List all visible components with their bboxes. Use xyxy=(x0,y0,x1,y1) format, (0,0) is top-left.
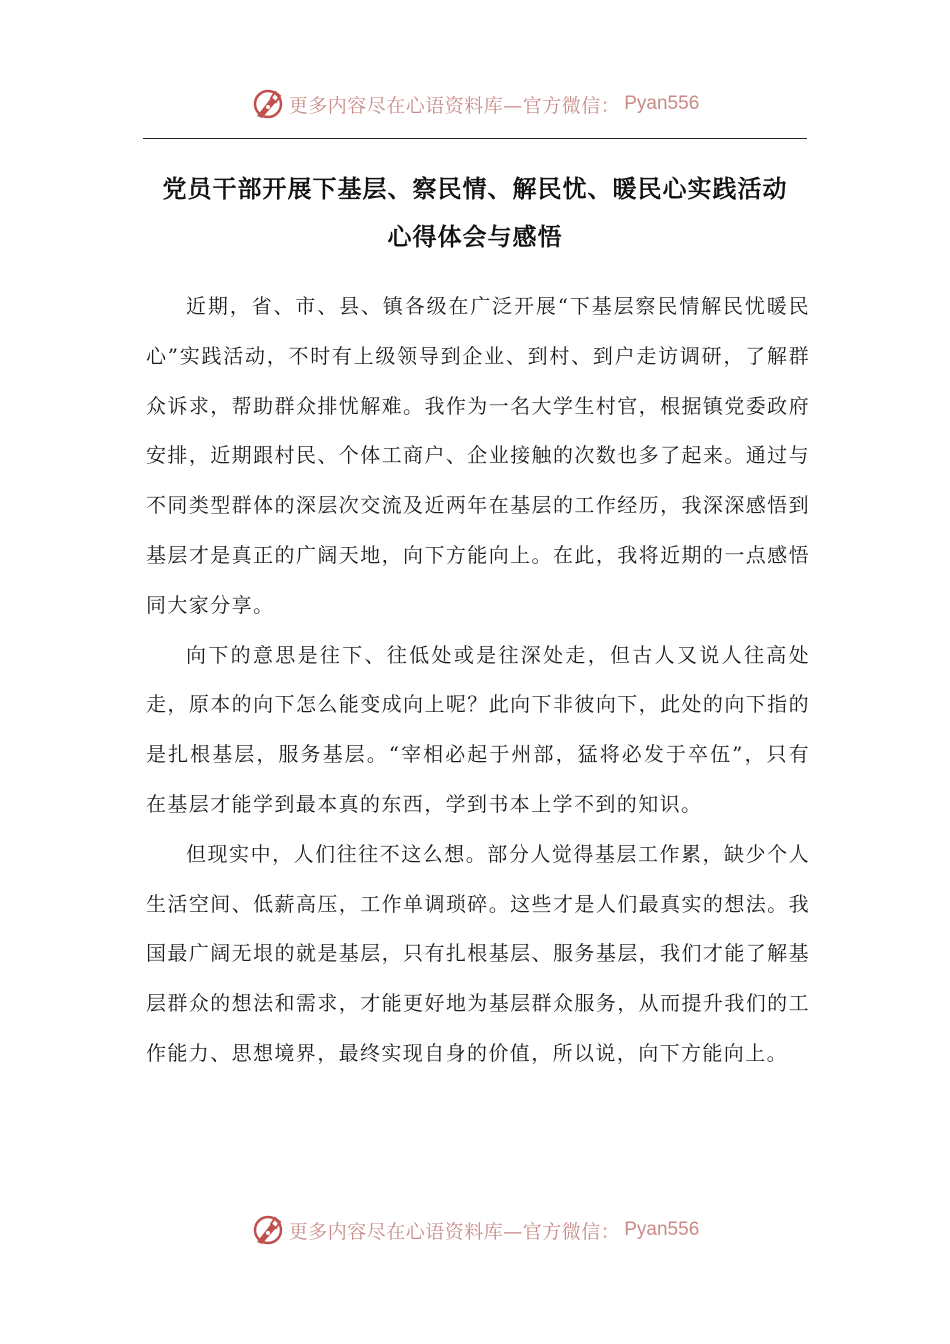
document-body xyxy=(146,282,810,1079)
pen-nib-logo-icon xyxy=(251,87,285,121)
title-line-1: 党员干部开展下基层、察民情、解民忧、暖民心实践活动 xyxy=(162,175,788,203)
footer-banner-text: 更多内容尽在心语资料库—官方微信： xyxy=(288,1220,621,1243)
paragraph-1: 近期，省、市、县、镇各级在广泛开展“下基层察民情解民忧暖民心”实践活动，不时有上级领导到企业、到村、到户走访调研，了解群众诉求，帮助群众排忧解难。我作为一名大学生村官，根据镇党委政府安排，近期跟村民、个体工商户、企业接触的次数也多了起来。通过与不同类型群体的深层次交流及近两年在基层的工作经历，我深深感悟到基层才是真正的广阔天地，向下方能向上。在此，我将近期的一点感悟同大家分享。 xyxy=(146,294,810,617)
paragraph-3: 但现实中，人们往往不这么想。部分人觉得基层工作累，缺少个人生活空间、低薪高压，工作单调琐碎。这些才是人们最真实的想法。我国最广阔无垠的就是基层，只有扎根基层、服务基层，我们才能了解基层群众的想法和需求，才能更好地为基层群众服务，从而提升我们的工作能力、思想境界，最终实现自身的价值，所以说，向下方能向上。 xyxy=(146,841,810,1065)
header-divider xyxy=(143,138,807,139)
header-banner xyxy=(0,84,950,124)
pen-nib-logo-icon xyxy=(251,1213,285,1247)
header-banner-contact: Pyan556 xyxy=(624,93,700,114)
footer-banner xyxy=(0,1210,950,1250)
title-line-2: 心得体会与感悟 xyxy=(387,223,563,251)
footer-banner-contact: Pyan556 xyxy=(624,1219,700,1240)
document-title xyxy=(100,165,850,261)
paragraph-2: 向下的意思是往下、往低处或是往深处走，但古人又说人往高处走，原本的向下怎么能变成向上呢？此向下非彼向下，此处的向下指的是扎根基层，服务基层。“宰相必起于州部，猛将必发于卒伍”，只有在基层才能学到最本真的东西，学到书本上学不到的知识。 xyxy=(146,642,810,816)
header-banner-text: 更多内容尽在心语资料库—官方微信： xyxy=(288,94,621,117)
